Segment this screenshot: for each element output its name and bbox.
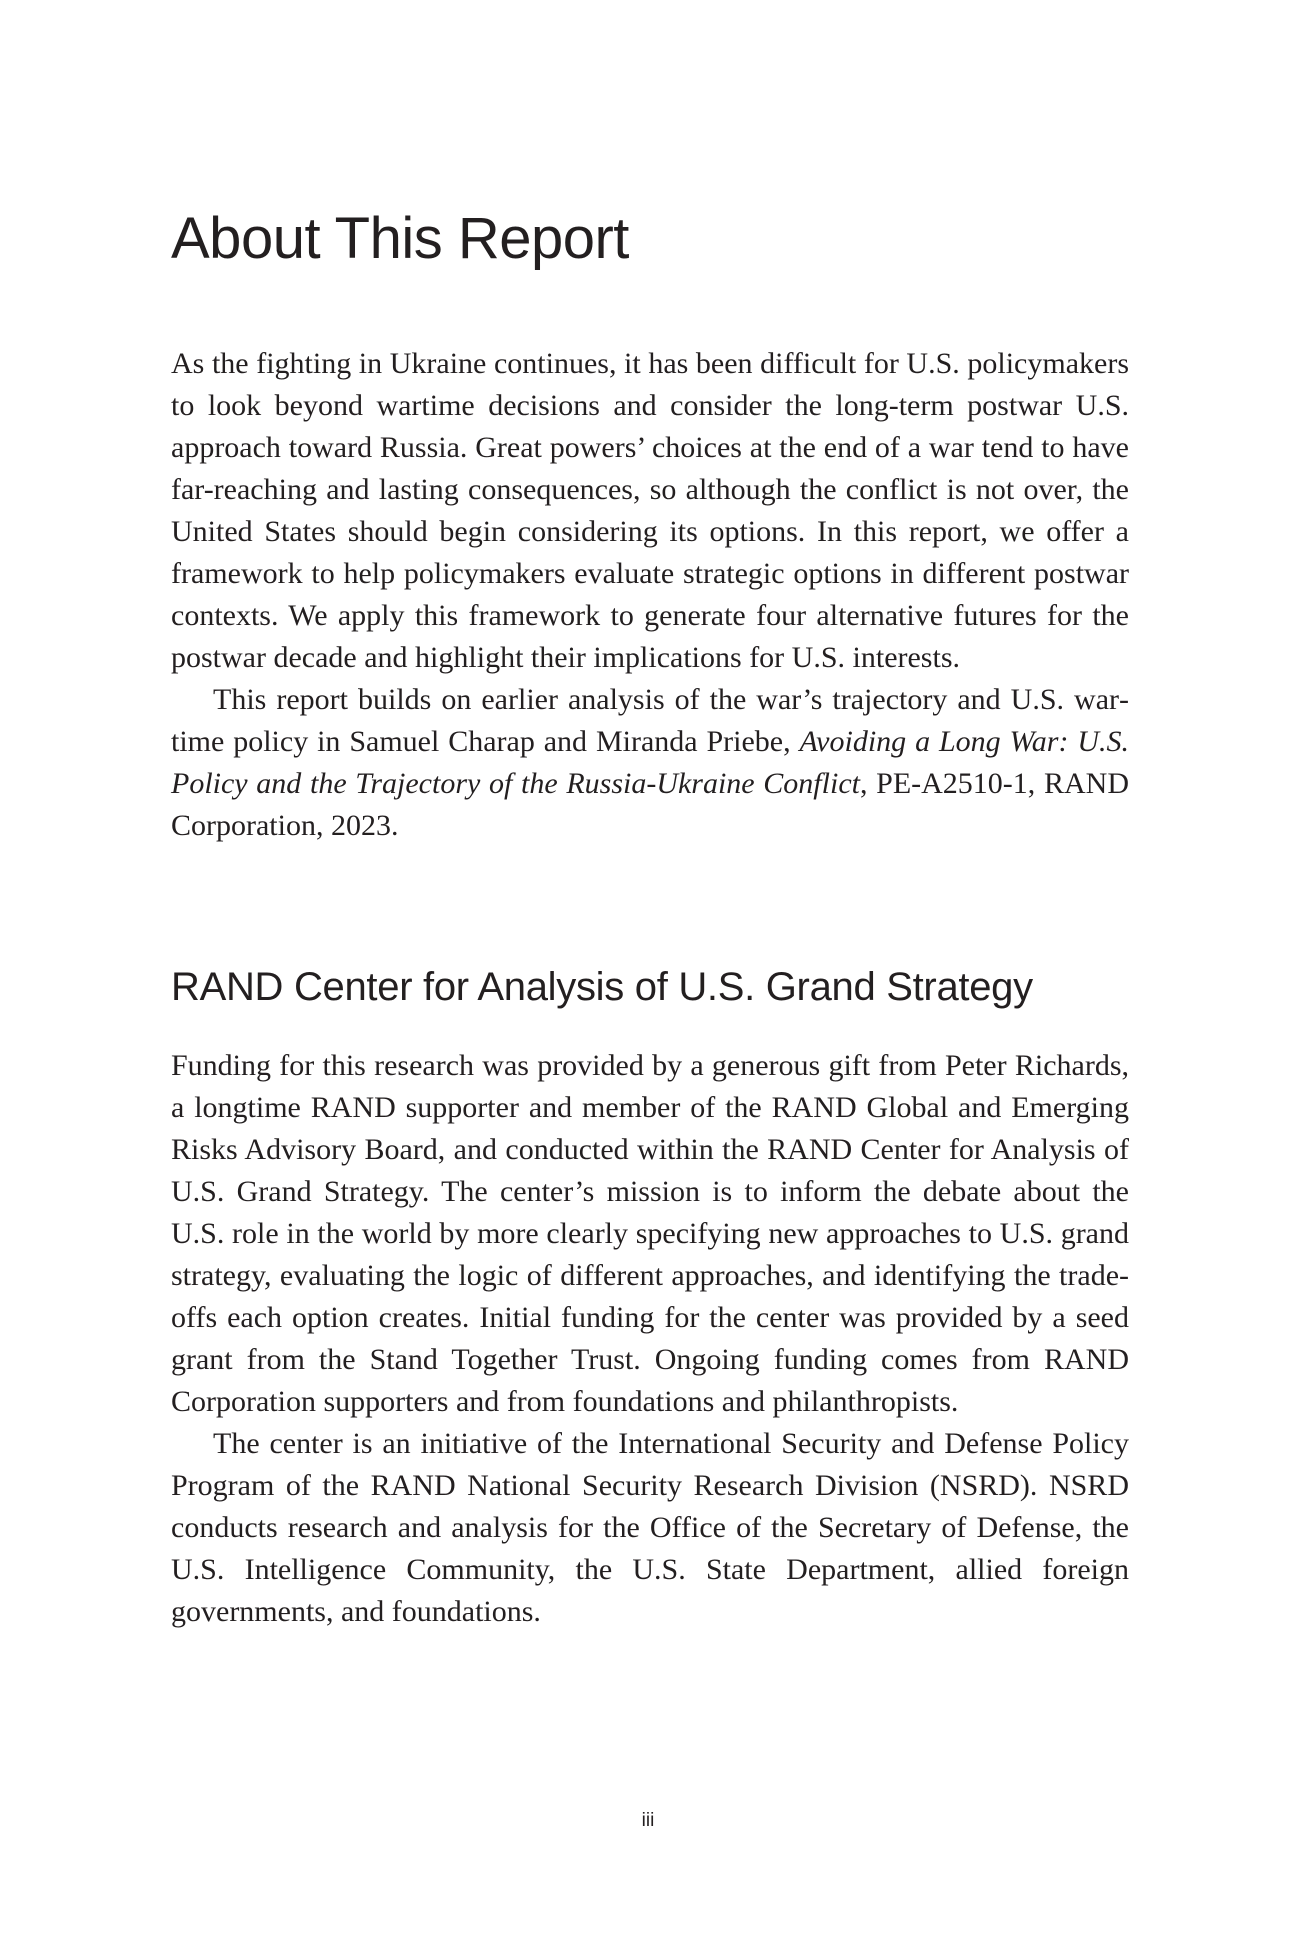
page-title: About This Report — [171, 206, 629, 271]
about-paragraph-2 — [171, 679, 1129, 847]
center-paragraph-1: Funding for this research was provided by a generous gift from Peter Richards, a longtime RAND supporter and member of the RAND Global and Emerging Risks Advisory Board, and conducted within the RAND Center for Analysis of U.S. Grand Strategy. The center’s mission is to inform the debate about the U.S. role in the world by more clearly specifying new approaches to U.S. grand strategy, evaluating the logic of different approaches, and identifying the trade-offs each option creates. Initial funding for the center was provided by a seed grant from the Stand Together Trust. Ongoing funding comes from RAND Corporation supporters and from foundations and philanthropists. — [171, 1049, 1129, 1418]
about-section-body — [171, 343, 1129, 847]
about-paragraph-2-lead: This report builds on earlier analysis of the war’s trajectory and U.S. wartime policy in Samuel Charap and Miranda Priebe, — [171, 683, 1129, 758]
about-paragraph-2-tail: , PE-A2510-1, RAND Corporation, 2023. — [171, 767, 1129, 842]
center-section-body — [171, 1045, 1129, 1633]
section-heading: RAND Center for Analysis of U.S. Grand Strategy — [171, 965, 1033, 1009]
cited-work-title: Avoiding a Long War: U.S. Policy and the Trajectory of the Russia-Ukraine Conflict — [171, 725, 1130, 800]
center-paragraph-2: The center is an initiative of the International Security and Defense Policy Program of the RAND National Security Research Division (NSRD). NSRD conducts research and analysis for the Office of the Secretary of Defense, the U.S. Intelligence Community, the U.S. State Department, allied foreign governments, and foundations. — [171, 1427, 1129, 1628]
about-paragraph-1: As the fighting in Ukraine continues, it has been difficult for U.S. policymakers to look beyond wartime decisions and consider the long-term postwar U.S. approach toward Russia. Great powers’ choices at the end of a war tend to have far-reaching and lasting consequences, so although the conflict is not over, the United States should begin considering its options. In this report, we offer a framework to help policymakers evaluate strategic options in different postwar contexts. We apply this framework to generate four alternative futures for the postwar decade and highlight their implications for U.S. interests. — [171, 347, 1129, 674]
page-number: iii — [641, 1810, 655, 1831]
